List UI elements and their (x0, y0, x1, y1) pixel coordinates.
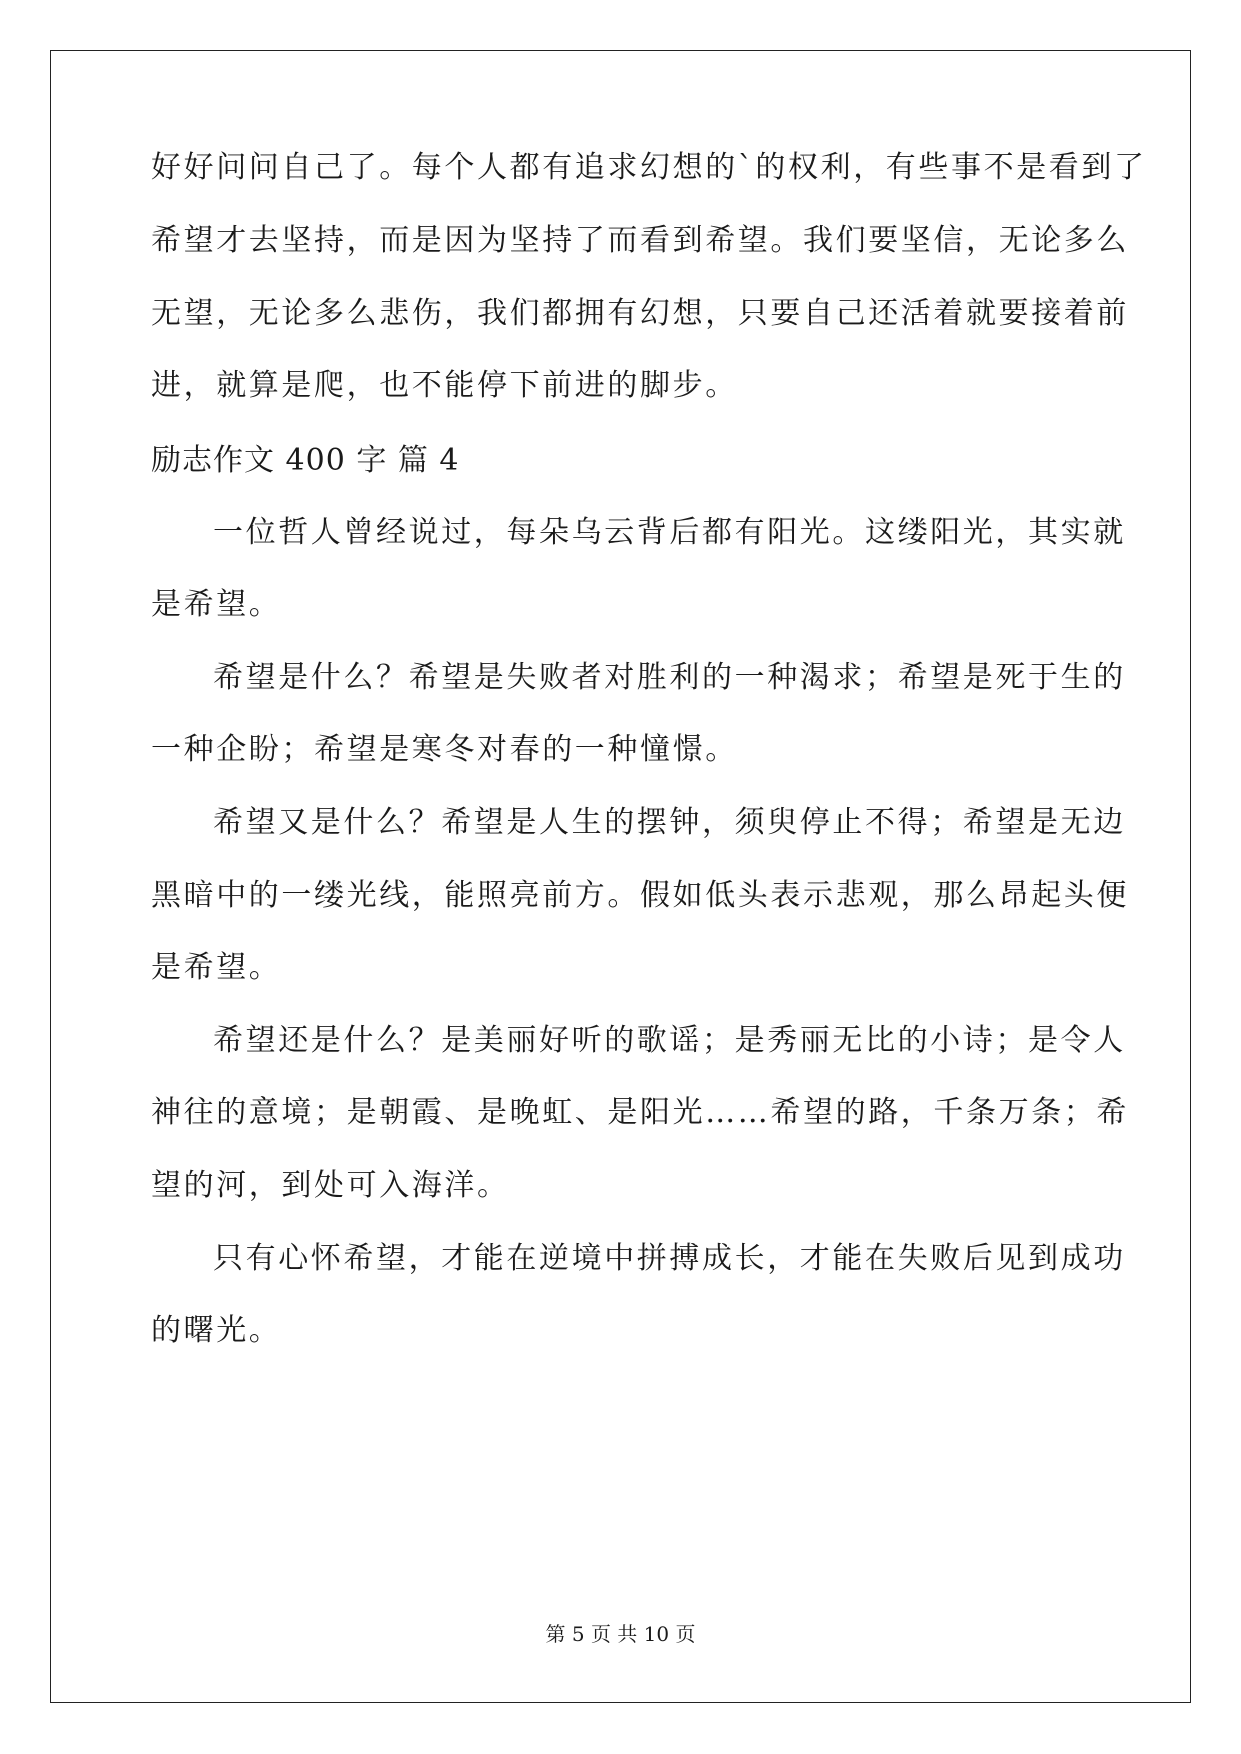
paragraph-line: 望的河，到处可入海洋。 (151, 1168, 510, 1203)
paragraph-line: 希望还是什么？是美丽好听的歌谣；是秀丽无比的小诗；是令人 (213, 1023, 1126, 1058)
page-number-footer: 第 5 页 共 10 页 (545, 1622, 696, 1646)
paragraph-line: 只有心怀希望，才能在逆境中拼搏成长，才能在失败后见到成功 (213, 1241, 1126, 1276)
paragraph-line: 希望才去坚持，而是因为坚持了而看到希望。我们要坚信，无论多么 (151, 223, 1129, 258)
paragraph-line: 的曙光。 (151, 1313, 282, 1348)
section-heading: 励志作文 400 字 篇 4 (151, 443, 460, 478)
paragraph-line: 一位哲人曾经说过，每朵乌云背后都有阳光。这缕阳光，其实就 (213, 515, 1126, 550)
paragraph-line: 是希望。 (151, 950, 282, 985)
paragraph-line: 好好问问自己了。每个人都有追求幻想的`的权利，有些事不是看到了 (151, 150, 1147, 185)
paragraph-line: 黑暗中的一缕光线，能照亮前方。假如低头表示悲观，那么昂起头便 (151, 878, 1129, 913)
paragraph-line: 是希望。 (151, 587, 282, 622)
paragraph-line: 神往的意境；是朝霞、是晚虹、是阳光……希望的路，千条万条；希 (151, 1095, 1129, 1130)
paragraph-line: 希望是什么？希望是失败者对胜利的一种渴求；希望是死于生的 (213, 660, 1126, 695)
paragraph-line: 希望又是什么？希望是人生的摆钟，须臾停止不得；希望是无边 (213, 805, 1126, 840)
paragraph-line: 无望，无论多么悲伤，我们都拥有幻想，只要自己还活着就要接着前 (151, 296, 1129, 331)
paragraph-line: 一种企盼；希望是寒冬对春的一种憧憬。 (151, 732, 738, 767)
paragraph-line: 进，就算是爬，也不能停下前进的脚步。 (151, 368, 738, 403)
